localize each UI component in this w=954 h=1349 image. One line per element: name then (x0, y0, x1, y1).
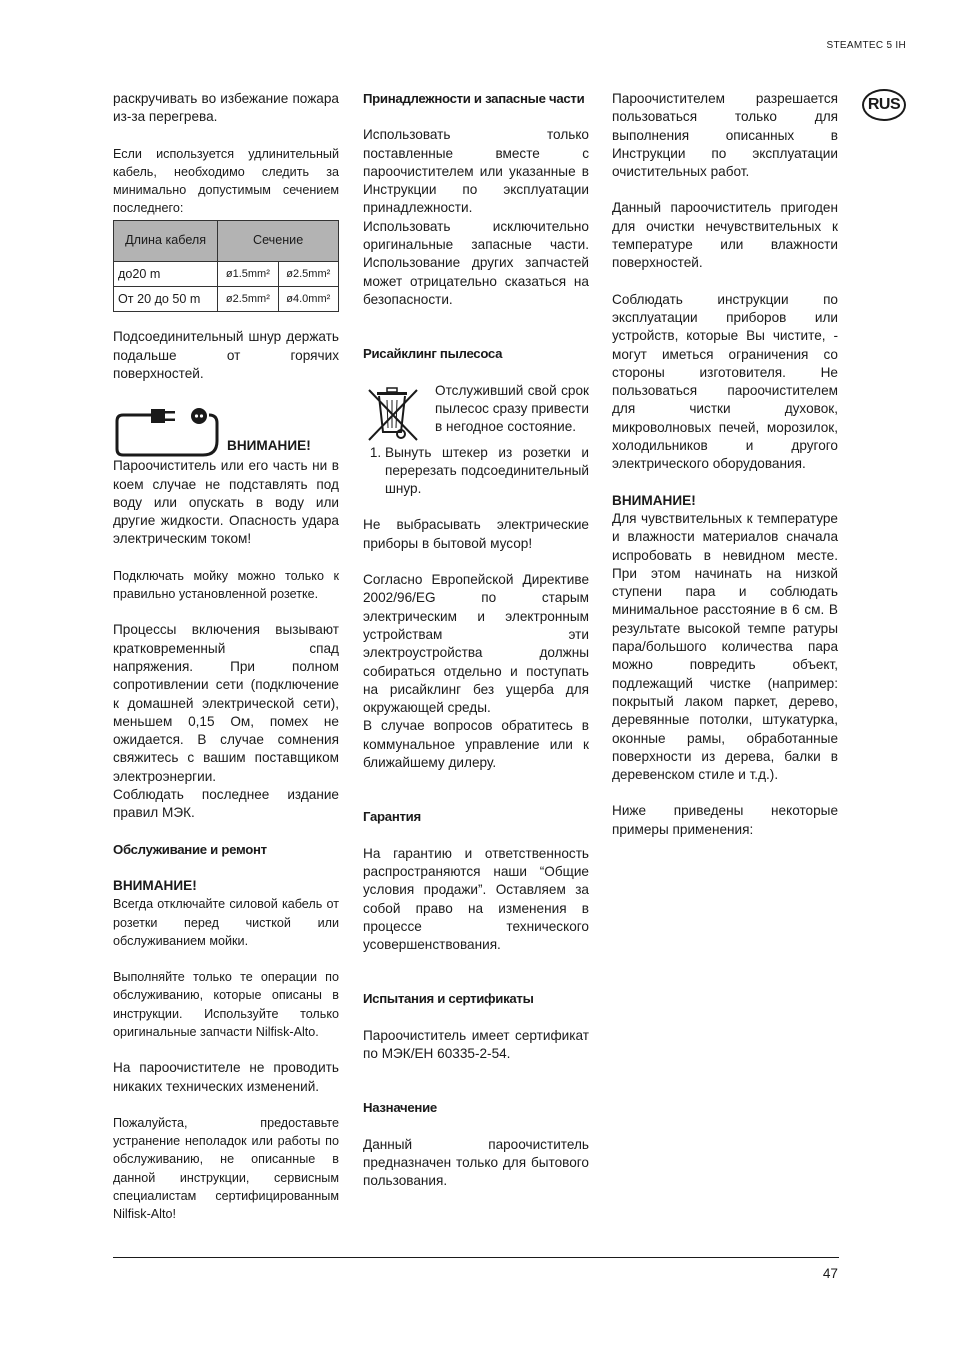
paragraph: Соблюдать инструкции по эксплуатации приборов или устройств, которые Вы чистите, - могут иметься ограничения со стороны изготовителя. Не пользоваться пароочистителем для чистки духовок, микроволновых печей, морозилок, холодильников и другого электрического оборудования. (612, 291, 838, 472)
table-cell: до20 m (114, 261, 218, 286)
paragraph: Для чувствительных к температуре и влажности материалов сначала испробовать в невидном месте. При этом начинать на низкой ступени пара и соблюдать минимальное расстояние в 6 см. В результате высокой темпе ратуры пара/большого количества пара можно повредить объект, подлежащий чистке (например: покрытый лаком паркет, дерево, деревянные потолки, штукатурка, оконные рамы, обработанные поверхности из дерева, балки в деревенском стиле и т.д.). (612, 510, 838, 783)
table-cell: ø2.5mm² (218, 287, 278, 312)
paragraph: Данный пароочиститель предназначен только для бытового пользования. (363, 1136, 589, 1189)
warning-label: ВНИМАНИЕ! (113, 877, 197, 893)
warning-label: ВНИМАНИЕ! (227, 438, 311, 454)
paragraph: Пароочиститель имеет сертификат по МЭК/ЕН 60335-2-54. (363, 1027, 589, 1061)
cable-section-table (113, 220, 339, 313)
paragraph: Всегда отключайте силовой кабель от розетки перед чисткой или обслуживанием мойки. (113, 897, 339, 948)
unplug-icon (113, 401, 223, 457)
footer-divider (113, 1257, 839, 1258)
document-header: STEAMTEC 5 IH (826, 40, 906, 51)
paragraph: На пароочистителе не проводить никаких технических изменений. (113, 1060, 339, 1094)
table-cell: ø2.5mm² (278, 261, 338, 286)
table-row (114, 287, 339, 312)
section-heading: Обслуживание и ремонт (113, 841, 267, 857)
paragraph: В случае вопросов обратитесь в коммунальное управление или к ближайшему дилеру. (363, 718, 589, 771)
column-2 (363, 90, 589, 1208)
section-heading: Испытания и сертификаты (363, 991, 534, 1007)
paragraph: Не выбрасывать электрические приборы в бытовой мусор! (363, 517, 589, 551)
page-number: 47 (822, 1266, 838, 1281)
crossed-bin-icon (363, 382, 425, 444)
unplug-warning-block (113, 401, 339, 457)
column-3 (612, 90, 838, 857)
paragraph: На гарантию и ответственность распространяются наши “Общие условия продажи”. Оставляем за собой право на изменения в процессе технического усовершенствования. (363, 845, 589, 953)
recycle-block (363, 382, 589, 444)
paragraph: Пароочистителем разрешается пользоваться только для выполнения описанных в Инструкции по эксплуатации очистительных работ. (612, 91, 838, 180)
paragraph: Процессы включения вызывают кратковременный спад напряжения. При полном сопротивлении сети (подключение к домашней электрической сети), меньшем 0,15 Ом, помех не ожидается. В случае сомнения свяжитесь с вашим поставщиком электроэнергии. (113, 622, 339, 784)
warning-label: ВНИМАНИЕ! (612, 492, 696, 508)
recycle-steps (363, 444, 589, 499)
table-row (114, 261, 339, 286)
section-heading: Назначение (363, 1100, 437, 1116)
paragraph: Если используется удлинительный кабель, необходимо следить за минимально допустимым сечением последнего: (113, 146, 339, 216)
table-cell: ø4.0mm² (278, 287, 338, 312)
paragraph: Ниже приведены некоторые примеры применения: (612, 803, 838, 837)
column-1 (113, 90, 339, 1242)
paragraph: Подсоединительный шнур держать подальше от горячих поверхностей. (113, 329, 339, 381)
paragraph: Пароочиститель или его часть ни в коем случае не подставлять под воду или опускать в воду или другие жидкости. Опасность удара электрическим током! (113, 458, 339, 547)
paragraph: Использовать исключительно оригинальные запасные части. Использование других запчастей может отрицательно сказаться на безопасности. (363, 218, 589, 307)
paragraph: Использовать только поставленные вместе с пароочистителем или указанные в Инструкции по эксплуатации принадлежности. (363, 127, 589, 216)
paragraph: раскручивать во избежание пожара из-за перегрева. (113, 91, 339, 125)
table-cell: От 20 до 50 m (114, 287, 218, 312)
table-header-length: Длина кабеля (114, 220, 218, 261)
paragraph: Соблюдать последнее издание правил МЭК. (113, 787, 339, 821)
section-heading: Принадлежности и запасные части (363, 91, 585, 106)
paragraph: Согласно Европейской Директиве 2002/96/EG по старым электрическим и электронным устройствам эти электроустройства должны собираться отдельно и поступать на рисайклинг без ущерба для окружающей среды. (363, 572, 589, 716)
table-cell: ø1.5mm² (218, 261, 278, 286)
table-header-section: Сечение (218, 220, 339, 261)
paragraph: Пожалуйста, предоставьте устранение неполадок или работы по обслуживанию, не описанные в данной инструкции, сервисным специалистам сертифицированным Nilfisk-Alto! (113, 1115, 339, 1222)
paragraph: Данный пароочиститель пригоден для очистки нечувствительных к температуре или влажности поверхностей. (612, 200, 838, 271)
language-badge: RUS (862, 89, 906, 121)
paragraph: Подключать мойку можно только к правильно установленной розетке. (113, 568, 339, 602)
section-heading: Рисайклинг пылесоса (363, 346, 503, 362)
section-heading: Гарантия (363, 809, 421, 825)
list-item: 1. Вынуть штекер из розетки и перерезать подсоединительный шнур. (385, 444, 589, 499)
paragraph: Выполняйте только те операции по обслуживанию, которые описаны в инструкции. Используйте только оригинальные запчасти Nilfisk-Alto. (113, 970, 339, 1039)
recycle-text: Отслуживший свой срок пылесос сразу привести в негодное состояние. (435, 382, 589, 435)
